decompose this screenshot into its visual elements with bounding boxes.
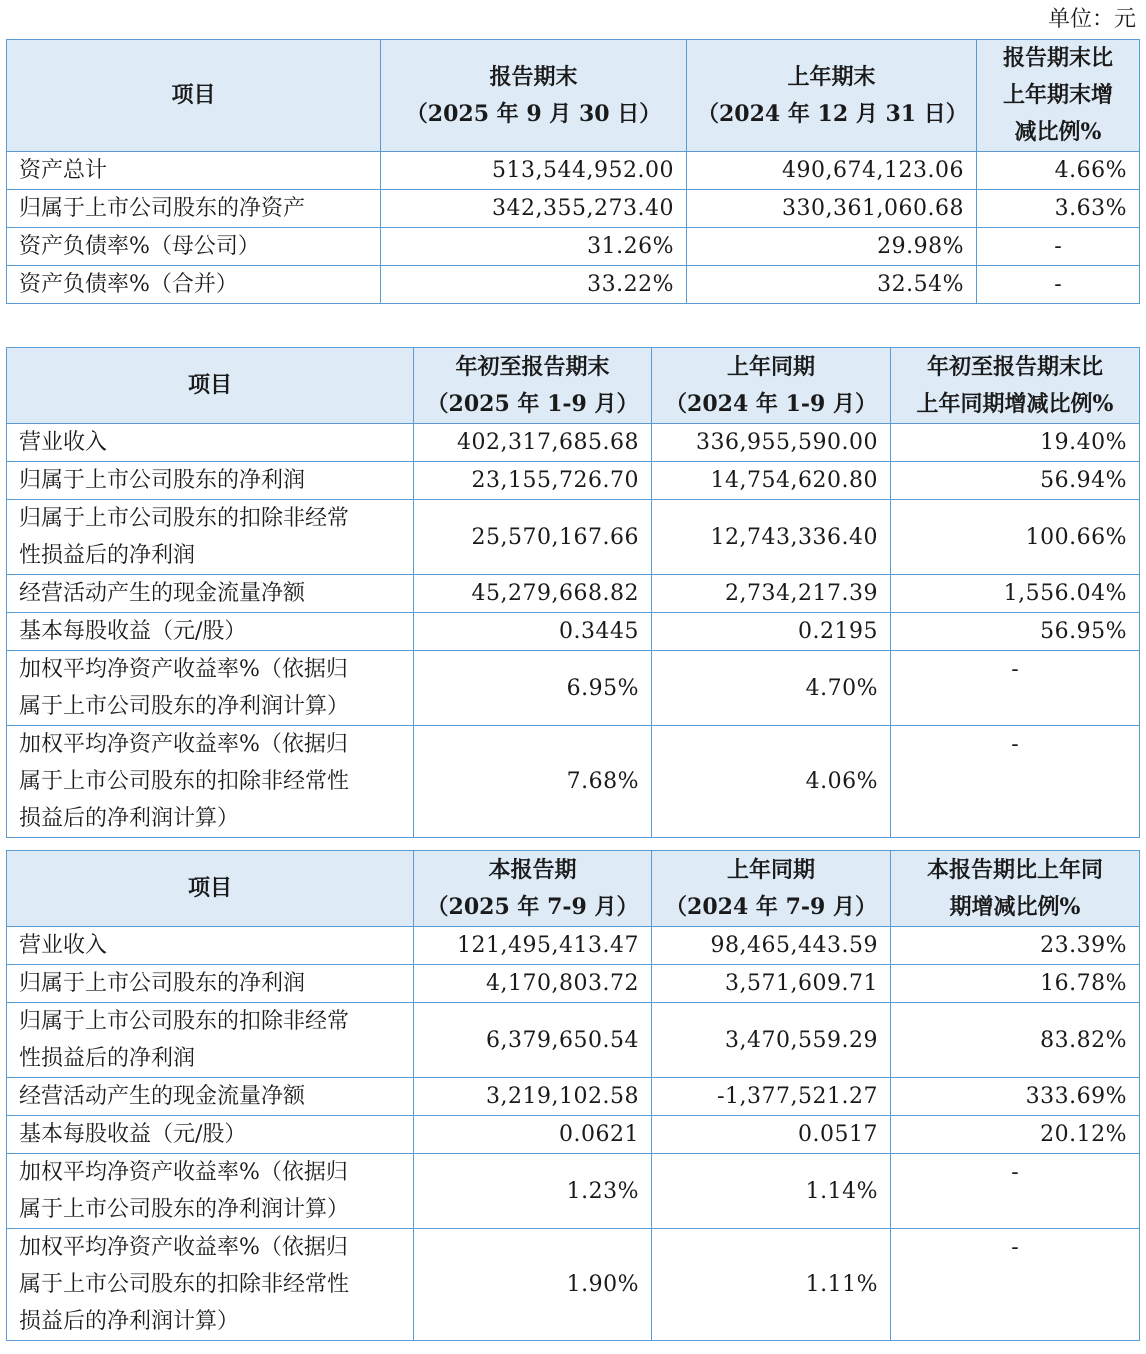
row-value-v2: 12,743,336.40 — [652, 500, 891, 575]
row-value-v2: 0.0517 — [652, 1116, 891, 1154]
table-row — [7, 651, 1140, 726]
row-value-v1: 31.26% — [381, 228, 687, 266]
row-change-pct: - — [891, 726, 1140, 838]
row-change-pct: - — [891, 651, 1140, 726]
row-change-pct: 23.39% — [891, 927, 1140, 965]
table-row — [7, 1229, 1140, 1341]
quarter-income-table — [6, 850, 1140, 1341]
row-value-v2: 0.2195 — [652, 613, 891, 651]
row-change-pct: 56.95% — [891, 613, 1140, 651]
row-label: 基本每股收益（元/股） — [7, 613, 414, 651]
header-col3: 报告期末比 上年期末增 减比例% — [977, 40, 1140, 152]
header-item: 项目 — [7, 348, 414, 424]
row-value-v1: 45,279,668.82 — [414, 575, 652, 613]
row-label: 归属于上市公司股东的净资产 — [7, 190, 381, 228]
row-label: 营业收入 — [7, 927, 414, 965]
row-label: 加权平均净资产收益率%（依据归 属于上市公司股东的净利润计算） — [7, 651, 414, 726]
row-label: 资产负债率%（合并） — [7, 266, 381, 304]
row-value-v1: 6,379,650.54 — [414, 1003, 652, 1078]
row-value-v2: 29.98% — [687, 228, 977, 266]
table-row — [7, 500, 1140, 575]
table-row — [7, 228, 1140, 266]
table-row — [7, 1003, 1140, 1078]
row-label: 归属于上市公司股东的净利润 — [7, 965, 414, 1003]
header-col3: 年初至报告期末比 上年同期增减比例% — [891, 348, 1140, 424]
header-col2: 上年期末 （2024 年 12 月 31 日） — [687, 40, 977, 152]
header-col2: 上年同期 （2024 年 7-9 月） — [652, 851, 891, 927]
row-change-pct: 20.12% — [891, 1116, 1140, 1154]
row-value-v2: 490,674,123.06 — [687, 152, 977, 190]
row-label: 加权平均净资产收益率%（依据归 属于上市公司股东的净利润计算） — [7, 1154, 414, 1229]
row-value-v2: 4.70% — [652, 651, 891, 726]
row-value-v1: 25,570,167.66 — [414, 500, 652, 575]
row-value-v1: 402,317,685.68 — [414, 424, 652, 462]
table-row — [7, 462, 1140, 500]
row-value-v2: 14,754,620.80 — [652, 462, 891, 500]
header-col1: 报告期末 （2025 年 9 月 30 日） — [381, 40, 687, 152]
row-value-v2: -1,377,521.27 — [652, 1078, 891, 1116]
table-row — [7, 1154, 1140, 1229]
row-value-v1: 33.22% — [381, 266, 687, 304]
row-value-v1: 6.95% — [414, 651, 652, 726]
row-label: 经营活动产生的现金流量净额 — [7, 575, 414, 613]
header-col1: 年初至报告期末 （2025 年 1-9 月） — [414, 348, 652, 424]
row-change-pct: 83.82% — [891, 1003, 1140, 1078]
row-value-v1: 4,170,803.72 — [414, 965, 652, 1003]
row-label: 归属于上市公司股东的扣除非经常 性损益后的净利润 — [7, 500, 414, 575]
header-col3: 本报告期比上年同 期增减比例% — [891, 851, 1140, 927]
table-row — [7, 1116, 1140, 1154]
table-header-row — [7, 40, 1140, 152]
row-label: 基本每股收益（元/股） — [7, 1116, 414, 1154]
row-label: 归属于上市公司股东的扣除非经常 性损益后的净利润 — [7, 1003, 414, 1078]
row-value-v2: 32.54% — [687, 266, 977, 304]
row-change-pct: 1,556.04% — [891, 575, 1140, 613]
row-label: 经营活动产生的现金流量净额 — [7, 1078, 414, 1116]
table-row — [7, 613, 1140, 651]
row-change-pct: - — [977, 266, 1140, 304]
row-value-v1: 3,219,102.58 — [414, 1078, 652, 1116]
row-value-v2: 3,470,559.29 — [652, 1003, 891, 1078]
table-row — [7, 190, 1140, 228]
row-value-v2: 330,361,060.68 — [687, 190, 977, 228]
table-row — [7, 965, 1140, 1003]
row-change-pct: 19.40% — [891, 424, 1140, 462]
row-value-v1: 342,355,273.40 — [381, 190, 687, 228]
table-row — [7, 152, 1140, 190]
row-value-v1: 0.3445 — [414, 613, 652, 651]
row-change-pct: - — [891, 1229, 1140, 1341]
row-value-v1: 1.90% — [414, 1229, 652, 1341]
row-value-v2: 4.06% — [652, 726, 891, 838]
header-col1: 本报告期 （2025 年 7-9 月） — [414, 851, 652, 927]
row-change-pct: - — [891, 1154, 1140, 1229]
table-header-row — [7, 851, 1140, 927]
table-row — [7, 927, 1140, 965]
row-change-pct: 16.78% — [891, 965, 1140, 1003]
unit-label: 单位：元 — [1047, 7, 1136, 32]
header-item: 项目 — [7, 40, 381, 152]
row-value-v1: 23,155,726.70 — [414, 462, 652, 500]
row-change-pct: 333.69% — [891, 1078, 1140, 1116]
row-value-v2: 3,571,609.71 — [652, 965, 891, 1003]
table-header-row — [7, 348, 1140, 424]
row-change-pct: 56.94% — [891, 462, 1140, 500]
row-change-pct: 100.66% — [891, 500, 1140, 575]
row-value-v1: 513,544,952.00 — [381, 152, 687, 190]
row-value-v2: 1.14% — [652, 1154, 891, 1229]
row-label: 加权平均净资产收益率%（依据归 属于上市公司股东的扣除非经常性 损益后的净利润计算） — [7, 726, 414, 838]
ytd-income-table — [6, 347, 1140, 838]
row-label: 资产总计 — [7, 152, 381, 190]
table-row — [7, 266, 1140, 304]
row-label: 加权平均净资产收益率%（依据归 属于上市公司股东的扣除非经常性 损益后的净利润计算） — [7, 1229, 414, 1341]
table-row — [7, 1078, 1140, 1116]
table-row — [7, 726, 1140, 838]
row-value-v2: 336,955,590.00 — [652, 424, 891, 462]
row-value-v1: 7.68% — [414, 726, 652, 838]
row-change-pct: - — [977, 228, 1140, 266]
row-value-v1: 1.23% — [414, 1154, 652, 1229]
balance-sheet-table — [6, 39, 1140, 304]
row-value-v2: 1.11% — [652, 1229, 891, 1341]
row-label: 营业收入 — [7, 424, 414, 462]
row-change-pct: 3.63% — [977, 190, 1140, 228]
row-value-v1: 0.0621 — [414, 1116, 652, 1154]
row-value-v1: 121,495,413.47 — [414, 927, 652, 965]
table-row — [7, 575, 1140, 613]
row-label: 归属于上市公司股东的净利润 — [7, 462, 414, 500]
row-value-v2: 2,734,217.39 — [652, 575, 891, 613]
row-change-pct: 4.66% — [977, 152, 1140, 190]
table-row — [7, 424, 1140, 462]
row-label: 资产负债率%（母公司） — [7, 228, 381, 266]
row-value-v2: 98,465,443.59 — [652, 927, 891, 965]
header-col2: 上年同期 （2024 年 1-9 月） — [652, 348, 891, 424]
header-item: 项目 — [7, 851, 414, 927]
